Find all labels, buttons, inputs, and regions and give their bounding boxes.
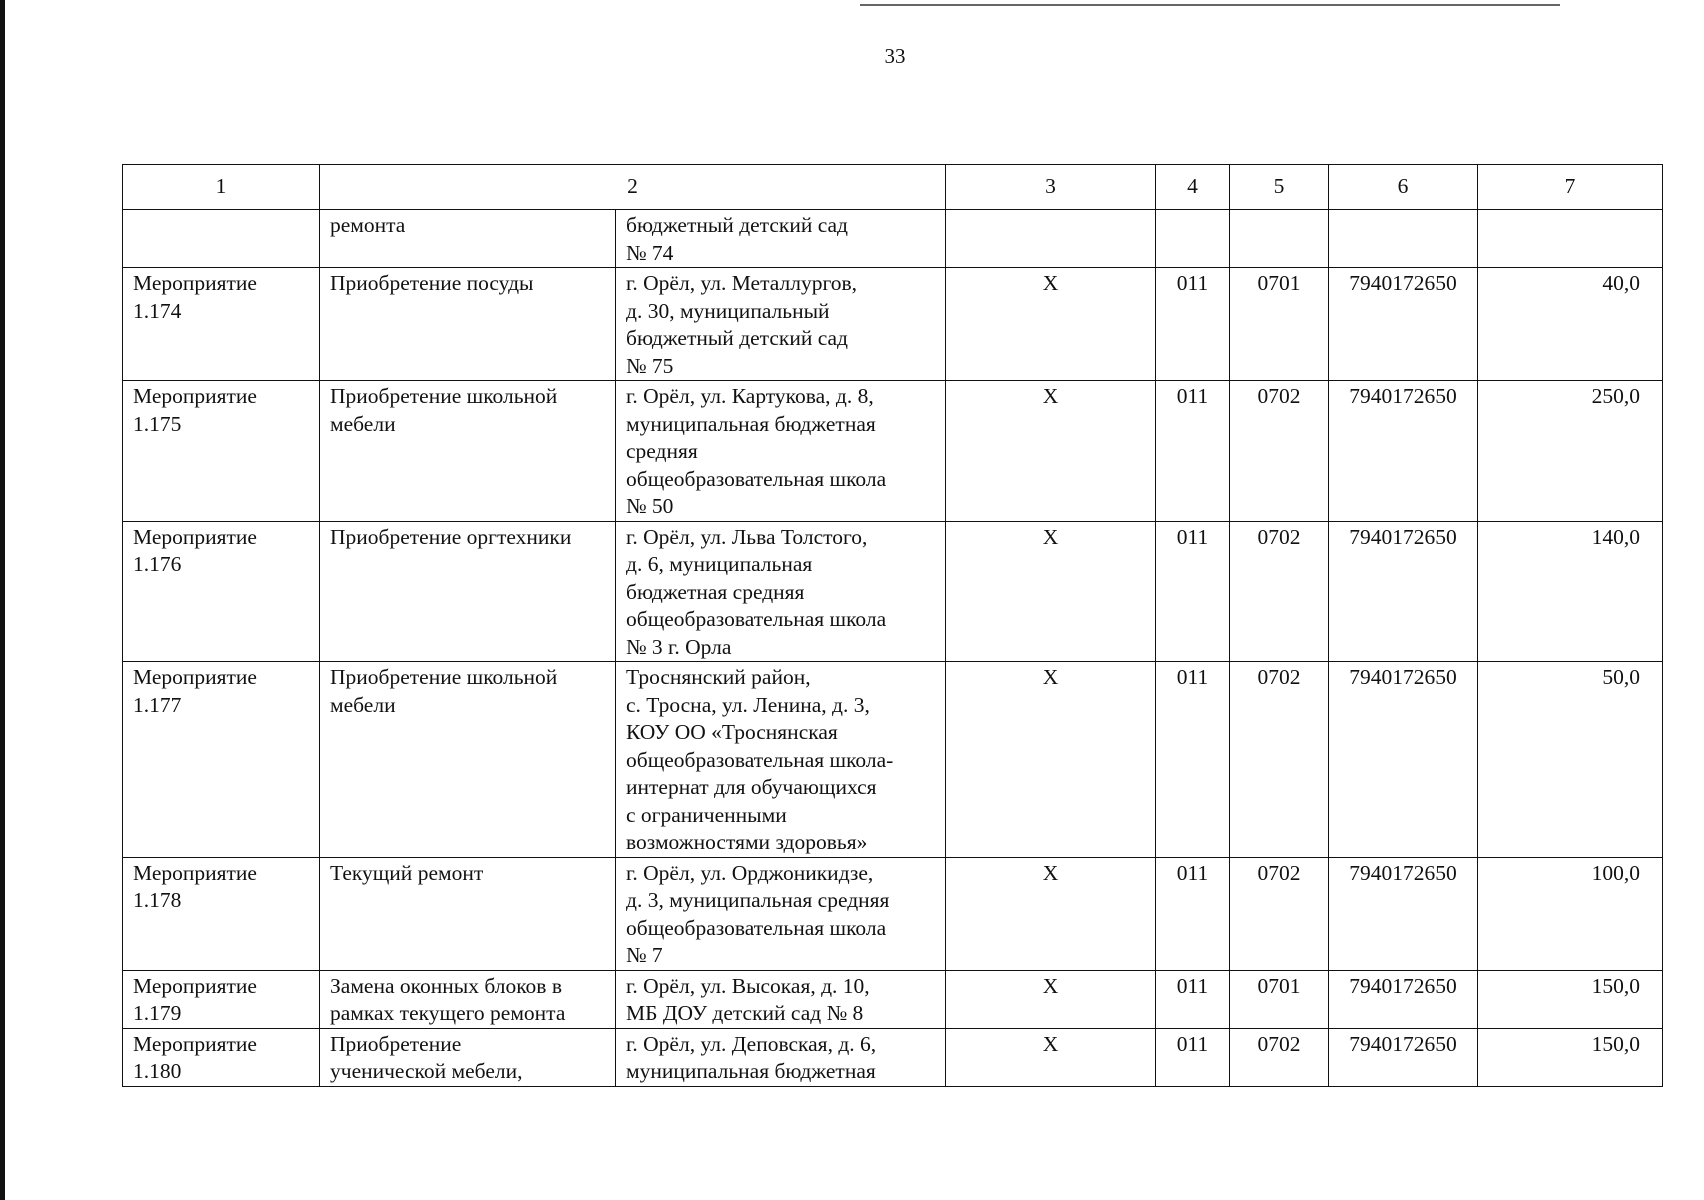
col4-cell: 011 [1156, 970, 1230, 1028]
activity-id: Мероприятие 1.174 [123, 268, 320, 381]
header-col-3: 3 [946, 165, 1156, 210]
col4-cell: 011 [1156, 857, 1230, 970]
col5-cell: 0701 [1230, 970, 1329, 1028]
col5-cell: 0702 [1230, 662, 1329, 858]
col5-cell: 0701 [1230, 268, 1329, 381]
col4-cell: 011 [1156, 268, 1230, 381]
col6-cell: 7940172650 [1329, 970, 1478, 1028]
table-row [123, 970, 1663, 1028]
col6-cell: 7940172650 [1329, 1028, 1478, 1086]
col7-cell [1478, 210, 1663, 268]
col5-cell [1230, 210, 1329, 268]
col7-cell: 250,0 [1478, 381, 1663, 522]
activity-id: Мероприятие 1.177 [123, 662, 320, 858]
col6-cell: 7940172650 [1329, 268, 1478, 381]
activity-address: г. Орёл, ул. Высокая, д. 10, МБ ДОУ детский сад № 8 [616, 970, 946, 1028]
activity-address: г. Орёл, ул. Металлургов, д. 30, муниципальный бюджетный детский сад № 75 [616, 268, 946, 381]
col3-cell [946, 210, 1156, 268]
col6-cell: 7940172650 [1329, 857, 1478, 970]
top-rule [860, 4, 1560, 6]
activity-address: г. Орёл, ул. Льва Толстого, д. 6, муниципальная бюджетная средняя общеобразовательная школа № 3 г. Орла [616, 521, 946, 662]
col6-cell: 7940172650 [1329, 381, 1478, 522]
activity-address: г. Орёл, ул. Деповская, д. 6, муниципальная бюджетная [616, 1028, 946, 1086]
activity-name: Приобретение ученической мебели, [320, 1028, 616, 1086]
col5-cell: 0702 [1230, 521, 1329, 662]
col4-cell: 011 [1156, 521, 1230, 662]
header-col-6: 6 [1329, 165, 1478, 210]
col7-cell: 50,0 [1478, 662, 1663, 858]
activity-name: ремонта [320, 210, 616, 268]
activity-name: Приобретение школьной мебели [320, 662, 616, 858]
table-row [123, 662, 1663, 858]
activity-id: Мероприятие 1.175 [123, 381, 320, 522]
col7-cell: 140,0 [1478, 521, 1663, 662]
activity-name: Текущий ремонт [320, 857, 616, 970]
activity-id: Мероприятие 1.178 [123, 857, 320, 970]
col7-cell: 100,0 [1478, 857, 1663, 970]
col4-cell [1156, 210, 1230, 268]
col6-cell [1329, 210, 1478, 268]
table-row [123, 210, 1663, 268]
col4-cell: 011 [1156, 1028, 1230, 1086]
activity-id: Мероприятие 1.176 [123, 521, 320, 662]
activity-id [123, 210, 320, 268]
col3-cell: Х [946, 662, 1156, 858]
col3-cell: Х [946, 381, 1156, 522]
activity-address: бюджетный детский сад № 74 [616, 210, 946, 268]
header-row [123, 165, 1663, 210]
header-col-2: 2 [320, 165, 946, 210]
col5-cell: 0702 [1230, 1028, 1329, 1086]
activities-table [122, 164, 1663, 1087]
activity-name: Приобретение школьной мебели [320, 381, 616, 522]
col3-cell: Х [946, 521, 1156, 662]
col5-cell: 0702 [1230, 381, 1329, 522]
activity-name: Приобретение посуды [320, 268, 616, 381]
col7-cell: 150,0 [1478, 970, 1663, 1028]
page-number: 33 [884, 44, 906, 68]
activity-id: Мероприятие 1.179 [123, 970, 320, 1028]
activity-address: Троснянский район, с. Тросна, ул. Ленина, д. 3, КОУ ОО «Троснянская общеобразовательная школа- интернат для обучающихся с ограниченными возможностями здоровья» [616, 662, 946, 858]
table-row [123, 381, 1663, 522]
activity-address: г. Орёл, ул. Картукова, д. 8, муниципальная бюджетная средняя общеобразовательная школа № 50 [616, 381, 946, 522]
col3-cell: Х [946, 970, 1156, 1028]
col5-cell: 0702 [1230, 857, 1329, 970]
table-row [123, 268, 1663, 381]
activity-name: Замена оконных блоков в рамках текущего ремонта [320, 970, 616, 1028]
col3-cell: Х [946, 268, 1156, 381]
col3-cell: Х [946, 857, 1156, 970]
col3-cell: Х [946, 1028, 1156, 1086]
col4-cell: 011 [1156, 662, 1230, 858]
header-col-1: 1 [123, 165, 320, 210]
table-row [123, 1028, 1663, 1086]
col4-cell: 011 [1156, 381, 1230, 522]
header-col-5: 5 [1230, 165, 1329, 210]
activity-name: Приобретение оргтехники [320, 521, 616, 662]
table-row [123, 521, 1663, 662]
scan-edge [0, 0, 5, 1200]
table-row [123, 857, 1663, 970]
header-col-7: 7 [1478, 165, 1663, 210]
col7-cell: 40,0 [1478, 268, 1663, 381]
col6-cell: 7940172650 [1329, 662, 1478, 858]
col6-cell: 7940172650 [1329, 521, 1478, 662]
col7-cell: 150,0 [1478, 1028, 1663, 1086]
header-col-4: 4 [1156, 165, 1230, 210]
activity-id: Мероприятие 1.180 [123, 1028, 320, 1086]
activity-address: г. Орёл, ул. Орджоникидзе, д. 3, муниципальная средняя общеобразовательная школа № 7 [616, 857, 946, 970]
